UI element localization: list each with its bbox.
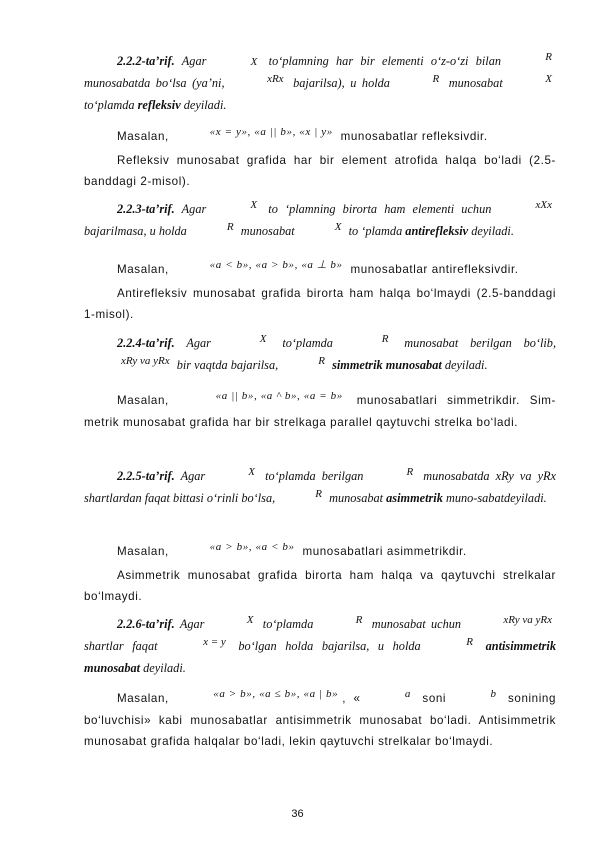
definition-antisymmetric: 2.2.6-ta’rif. Agar X to‘plamda R munosabat uchun xRy va yRx shartlar faqat x = y bo‘lgan holda bajarilsa, u holda R antisimmetrik munosabat deyiladi. — [84, 614, 556, 679]
math-symbol: X — [259, 333, 267, 345]
math-symbol: b — [490, 688, 497, 700]
math-symbol: R — [545, 51, 553, 63]
math-symbol: R — [432, 73, 440, 85]
math-formula: x = y — [203, 636, 226, 648]
math-symbol: R — [466, 636, 473, 648]
math-formula: xRy va yRx — [121, 355, 170, 367]
example-asymmetric: Masalan, «a > b», «a < b» munosabatlari asimmetrikdir. — [84, 541, 556, 563]
definition-asymmetric: 2.2.5-ta’rif. Agar X to‘plamda berilgan R munosabatda xRy va yRx shartlardan faqat bittasi o‘rinli bo‘lsa, R munosabat asimmetrik muno-sabatdeyiladi. — [84, 466, 556, 510]
math-formula: «a || b», «a ^ b», «a = b» — [215, 390, 343, 402]
example-antireflexive: Masalan, «a < b», «a > b», «a ⊥ b» munosabatlar antirefleksivdir. — [84, 259, 556, 281]
paragraph: Refleksiv munosabat grafida har bir element atrofida halqa bo‘ladi (2.5-banddagi 2-misol). — [84, 154, 556, 188]
definition-antireflexive: 2.2.3-ta’rif. Agar X to ‘plamning birorta ham elementi uchun xXx bajarilmasa, u holda R munosabat X to ‘plamda antirefleksiv deyiladi. — [84, 199, 556, 243]
math-symbol: R — [355, 614, 363, 626]
paragraph: Antirefleksiv munosabat grafida birorta ham halqa bo‘lmaydi (2.5-banddagi 1-misol). — [84, 287, 556, 321]
paragraph: Asimmetrik munosabat grafida birorta ham halqa va qaytuvchi strelkalar bo‘lmaydi. — [84, 569, 556, 603]
definition-heading: 2.2.4-ta’rif. — [117, 336, 175, 350]
math-symbol: X — [250, 56, 258, 68]
defined-term: simmetrik munosabat — [332, 358, 442, 372]
example-symmetric: Masalan, «a || b», «a ^ b», «a = b» munosabatlari simmetrikdir. Sim-metrik munosabat grafida har bir strelkaga parallel qaytuvchi strelka bo‘ladi. — [84, 390, 556, 433]
definition-heading: 2.2.5-ta’rif. — [117, 469, 175, 483]
math-symbol: R — [406, 466, 414, 478]
math-symbol: X — [545, 73, 553, 85]
math-symbol: R — [381, 333, 389, 345]
definition-heading: 2.2.6-ta’rif. — [117, 617, 175, 631]
math-formula: xRx — [267, 73, 284, 85]
math-formula: xXx — [535, 199, 552, 211]
math-formula: «a > b», «a < b» — [209, 541, 295, 553]
math-formula: «x = y», «a || b», «x | y» — [209, 126, 333, 138]
math-symbol: X — [248, 466, 256, 478]
math-symbol: R — [315, 488, 323, 500]
math-formula: xRy va yRx — [503, 614, 553, 626]
defined-term: refleksiv — [137, 98, 181, 112]
definition-heading: 2.2.2-ta’rif. — [117, 54, 175, 68]
defined-term: antirefleksiv — [405, 224, 469, 238]
math-symbol: X — [250, 199, 258, 211]
definition-reflexive: 2.2.2-ta’rif. Agar X to‘plamning har bir elementi o‘z-o‘zi bilan R munosabatda bo‘lsa (ya’ni, xRx bajarilsa), u holda R munosabat X to‘plamda refleksiv deyiladi. — [84, 51, 556, 116]
example-antisymmetric: Masalan, «a > b», «a ≤ b», «a | b» , « a soni b sonining bo‘luvchisi» kabi munosabatlar antisimmetrik munosabat bo‘ladi. Antisimmetrik munosabat grafida halqalar bo‘ladi, lekin qaytuvchi strelkalar bo‘lmaydi. — [84, 688, 556, 752]
example-reflexive: Masalan, «x = y», «a || b», «x | y» munosabatlar refleksivdir. — [84, 126, 556, 148]
math-symbol: X — [334, 221, 342, 233]
definition-symmetric: 2.2.4-ta’rif. Agar X to‘plamda R munosabat berilgan bo‘lib, xRy va yRx bir vaqtda bajarilsa, R simmetrik munosabat deyiladi. — [84, 333, 556, 377]
math-symbol: X — [246, 614, 254, 626]
math-symbol: a — [404, 688, 412, 700]
page-number: 36 — [291, 808, 304, 820]
math-formula: «a > b», «a ≤ b», «a | b» — [213, 688, 339, 700]
math-symbol: R — [226, 221, 234, 233]
defined-term: asimmetrik — [386, 491, 443, 505]
math-formula: «a < b», «a > b», «a ⊥ b» — [209, 259, 343, 271]
definition-heading: 2.2.3-ta’rif. — [117, 202, 175, 216]
math-symbol: R — [318, 355, 326, 367]
defined-term: antisimmetrik munosabat — [84, 639, 556, 675]
